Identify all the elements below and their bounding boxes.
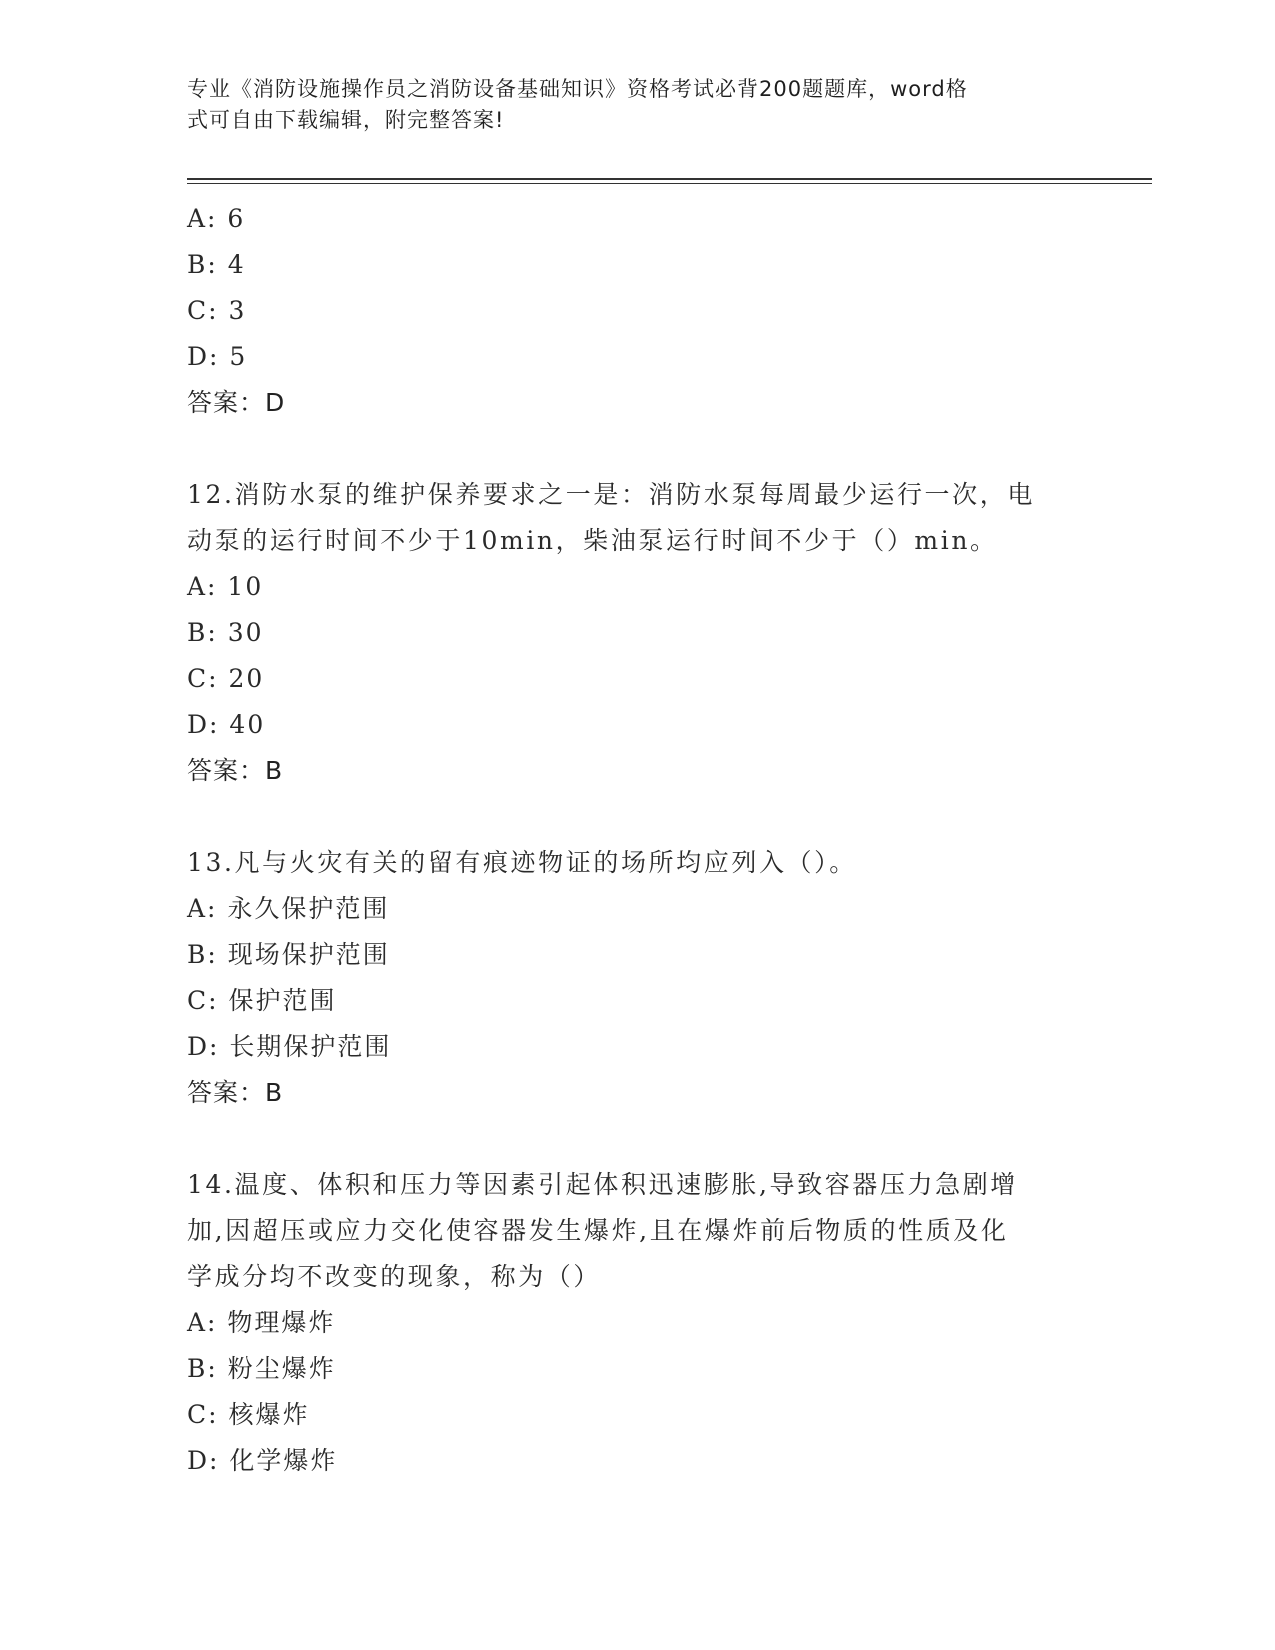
option-a: A: 永久保护范围: [187, 894, 390, 923]
option-b: B: 现场保护范围: [187, 940, 390, 969]
header-line-2: 式可自由下载编辑，附完整答案!: [187, 108, 505, 132]
option-c: C: 保护范围: [187, 986, 337, 1015]
question-text-line: 加,因超压或应力交化使容器发生爆炸,且在爆炸前后物质的性质及化: [187, 1216, 1009, 1245]
option-d: D: 长期保护范围: [187, 1032, 392, 1061]
question-text-line: 动泵的运行时间不少于10min，柴油泵运行时间不少于（）min。: [187, 526, 998, 555]
header-line-1: 专业《消防设施操作员之消防设备基础知识》资格考试必背200题题库，word格: [187, 77, 968, 101]
option-d: D: 5: [187, 342, 248, 371]
question-block-13: [187, 840, 1077, 1116]
option-b: B: 4: [187, 250, 246, 279]
answer-text: 答案：B: [187, 756, 284, 785]
option-a: A: 10: [187, 572, 264, 601]
question-text-line: 12.消防水泵的维护保养要求之一是：消防水泵每周最少运行一次，电: [187, 480, 1035, 509]
option-d: D: 化学爆炸: [187, 1446, 338, 1475]
question-block-prev: [187, 196, 1077, 426]
option-c: C: 核爆炸: [187, 1400, 310, 1429]
question-block-12: [187, 472, 1077, 794]
question-text-line: 14.温度、体积和压力等因素引起体积迅速膨胀,导致容器压力急剧增: [187, 1170, 1018, 1199]
header-rule-thin: [187, 183, 1152, 184]
option-c: C: 20: [187, 664, 265, 693]
answer-text: 答案：D: [187, 388, 286, 417]
question-text-line: 13.凡与火灾有关的留有痕迹物证的场所均应列入（）。: [187, 848, 857, 877]
option-b: B: 粉尘爆炸: [187, 1354, 336, 1383]
option-d: D: 40: [187, 710, 266, 739]
question-list: [187, 196, 1077, 1484]
question-block-14: [187, 1162, 1077, 1484]
option-a: A: 物理爆炸: [187, 1308, 336, 1337]
header-rule-thick: [187, 178, 1152, 180]
answer-text: 答案：B: [187, 1078, 284, 1107]
option-a: A: 6: [187, 204, 246, 233]
option-c: C: 3: [187, 296, 247, 325]
document-header: [187, 74, 1067, 136]
question-text-line: 学成分均不改变的现象，称为（）: [187, 1262, 602, 1291]
option-b: B: 30: [187, 618, 264, 647]
